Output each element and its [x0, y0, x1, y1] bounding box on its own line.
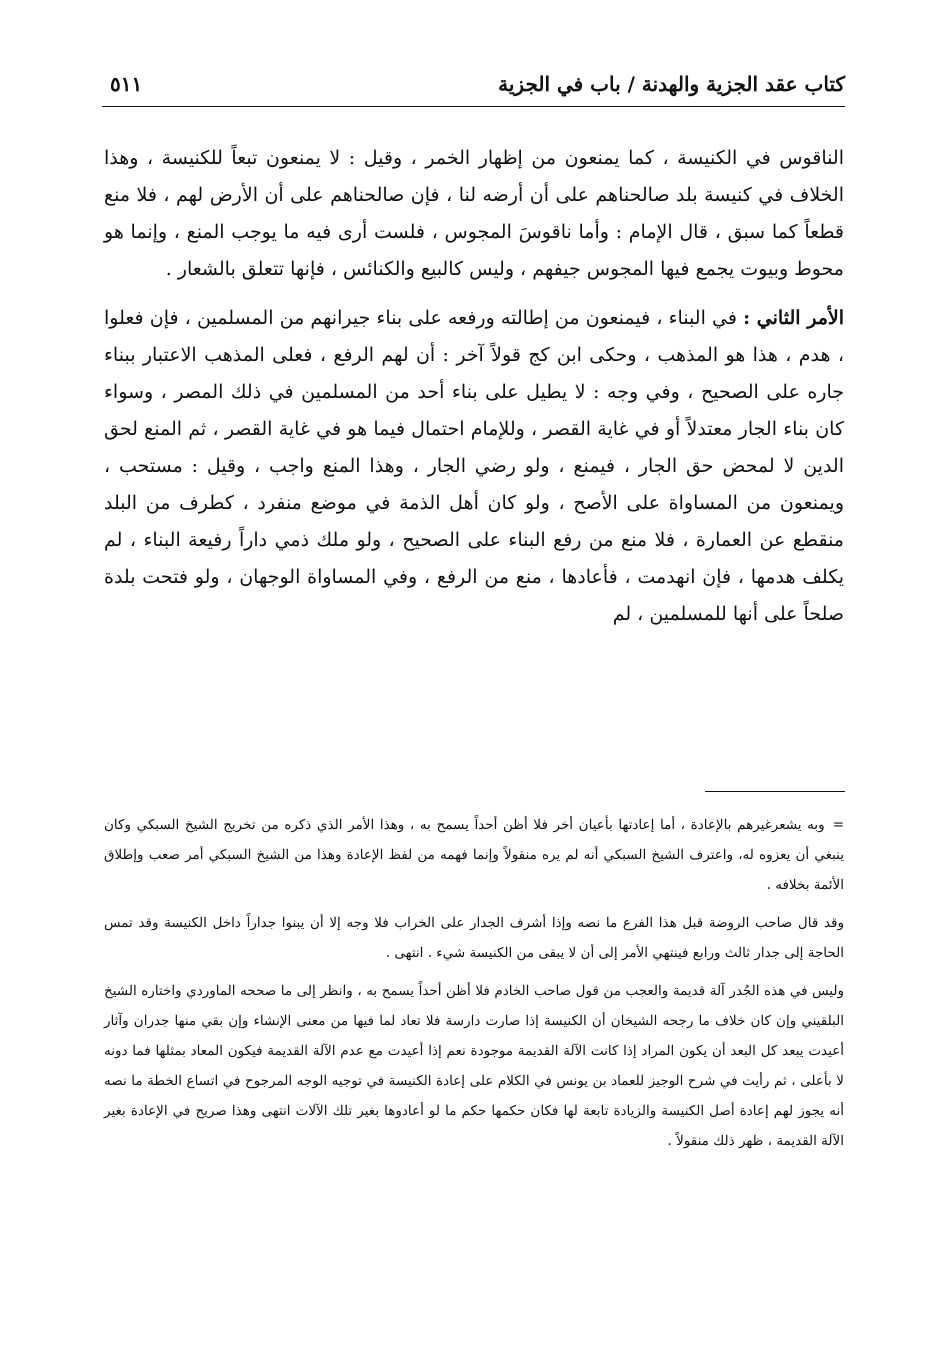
footnote-paragraph-1-text: وبه يشعرغيرهم بالإعادة ، أما إعادتها بأعيان أخر فلا أظن أحداً يسمح به ، وهذا الأمر الذي ذكره من تخريج الشيخ السبكي وكان ينبغي أن يعزوه له، واعترف الشيخ السبكي أنه لم يره منقولاً وإنما فهمه من لفظ الإعادة وهذا من الشيخ السبكي أمر صعب وإطلاق الأئمة بخلافه . [104, 817, 844, 893]
footnote-paragraph-2: وقد قال صاحب الروضة قبل هذا الفرع ما نصه وإذا أشرف الجدار على الخراب فلا وجه إلا أن يبنوا جداراً داخل الكنيسة وقد تمس الحاجة إلى جدار ثالث ورابع فينتهي الأمر إلى أن لا يبقى من الكنيسة شيء . انتهى . [104, 915, 844, 961]
continuation-marker: = [832, 817, 844, 833]
header-title: كتاب عقد الجزية والهدنة / باب في الجزية [498, 72, 845, 96]
footnote-divider [705, 791, 845, 792]
body-paragraph-1: الناقوس في الكنيسة ، كما يمنعون من إظهار الخمر ، وقيل : لا يمنعون تبعاً للكنيسة ، وهذا الخلاف في كنيسة بلد صالحناهم على أن أرضه لنا ، فإن صالحناهم على أن الأرض لهم ، فلا منع قطعاً كما سبق ، قال الإمام : وأما ناقوسَ المجوس ، فلست أرى فيه ما يوجب المنع ، وإنما هو محوط وبيوت يجمع فيها المجوس جيفهم ، وليس كالبيع والكنائس ، فإنها تتعلق بالشعار . [104, 147, 844, 280]
page-number: ٥١١ [110, 72, 143, 96]
running-header [102, 70, 845, 104]
header-divider [102, 106, 845, 107]
footnote-paragraph-3: وليس في هذه الجُدر آلة قديمة والعجب من قول صاحب الخادم فلا أظن أحداً يسمح به ، وانظر إلى ما صححه الماوردي واختاره الشيخ البلقيني وإن كان خلاف ما رجحه الشيخان أن الكنيسة إذا صارت دارسة فلا تعاد لما فيها من معنى الإنشاء وإن بقي منها جدران وآثار أعيدت يبعد كل البعد أن يكون المراد إذا كانت الآلة القديمة موجودة نعم إذا أعيدت مع عدم الآلة القديمة فيكون المعاد بمثلها فما دونه لا بأعلى ، ثم رأيت في شرح الوجيز للعماد بن يونس في الكلام على إعادة الكنيسة في توجيه الوجه المرجوح في اتساع الخطة ما نصه أنه يجوز لهم إعادة أصل الكنيسة والزيادة تابعة لها فكان حكمها حكم ما لو أعادوها بغير تلك الآلات انتهى وهذا صريح في الإعادة بغير الآلة القديمة ، ظهر ذلك منقولاً . [104, 983, 844, 1149]
main-text [104, 140, 844, 633]
footnote-paragraph-1 [104, 810, 844, 900]
section-lead-label: الأمر الثاني : [743, 307, 845, 329]
body-paragraph-2-text: في البناء ، فيمنعون من إطالته ورفعه على بناء جيرانهم من المسلمين ، فإن فعلوا ، هدم ، هذا هو المذهب ، وحكى ابن كج قولاً آخر : أن لهم الرفع ، فعلى المذهب الاعتبار ببناء جاره على الصحيح ، وفي وجه : لا يطيل على بناء أحد من المسلمين في ذلك المصر ، وسواء كان بناء الجار معتدلاً أو في غاية القصر ، وللإمام احتمال فيما هو في غاية القصر ، ثم المنع لحق الدين لا لمحض حق الجار ، فيمنع ، ولو رضي الجار ، وهذا المنع واجب ، وقيل : مستحب ، ويمنعون من المساواة على الأصح ، ولو كان أهل الذمة في موضع منفرد ، كطرف من البلد منقطع عن العمارة ، فلا منع من رفع البناء على الصحيح ، ولو ملك ذمي داراً رفيعة البناء ، لم يكلف هدمها ، فإن انهدمت ، فأعادها ، منع من الرفع ، وفي المساواة الوجهان ، ولو فتحت بلدة صلحاً على أنها للمسلمين ، لم [104, 307, 844, 625]
body-paragraph-2 [104, 300, 844, 633]
footnotes [104, 810, 844, 1156]
